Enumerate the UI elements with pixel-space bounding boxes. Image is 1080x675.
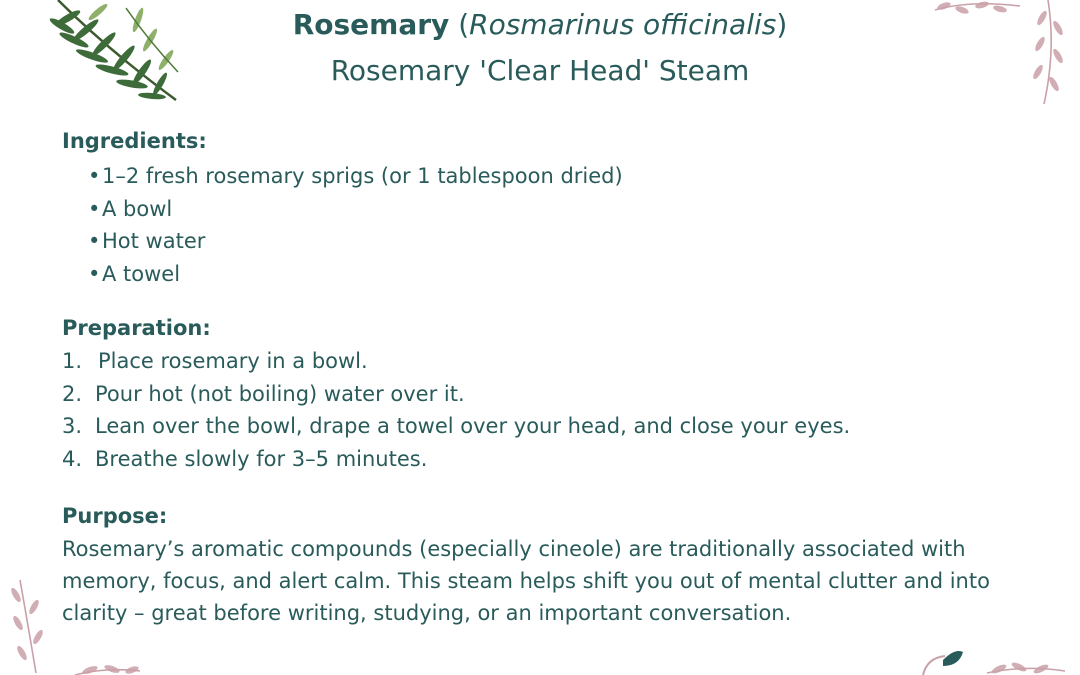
bullet: •	[88, 196, 101, 221]
recipe-subtitle: Rosemary 'Clear Head' Steam	[330, 54, 750, 87]
bullet: •	[88, 229, 101, 253]
purpose-heading: Purpose:	[62, 504, 168, 528]
title-common-name: Rosemary	[292, 8, 450, 41]
step-text: Breathe slowly for 3–5 minutes.	[95, 446, 428, 471]
purpose-text: Rosemary’s aromatic compounds (especially cineole) are traditionally associated with memory, focus, and alert calm. This steam helps shift you out of mental clutter and into clarity – great before writing, studying, or an important conversation.	[62, 537, 990, 625]
step-number: 2.	[62, 381, 83, 406]
title-paren-open: (	[458, 8, 470, 41]
floral-branch-icon	[985, 655, 1080, 675]
list-item	[88, 225, 623, 258]
leaf-logo-icon	[915, 648, 975, 675]
list-item	[62, 345, 850, 378]
preparation-steps	[62, 345, 850, 475]
ingredient-text: Hot water	[102, 229, 206, 253]
list-item	[88, 160, 623, 193]
step-number: 4.	[62, 446, 83, 471]
ingredients-list	[88, 160, 623, 290]
list-item	[88, 258, 623, 291]
list-item	[88, 193, 623, 226]
step-number: 3.	[62, 414, 83, 438]
step-text: Pour hot (not boiling) water over it.	[95, 381, 465, 406]
title-paren-close: )	[776, 8, 788, 41]
ingredient-text: A towel	[102, 261, 181, 286]
preparation-heading: Preparation:	[62, 316, 211, 340]
bullet: •	[88, 261, 101, 286]
title-latin-name: Rosmarinus officinalis	[469, 8, 777, 41]
ingredient-text: A bowl	[102, 196, 173, 221]
list-item	[62, 410, 850, 443]
step-text: Lean over the bowl, drape a towel over your head, and close your eyes.	[95, 414, 851, 438]
bullet: •	[88, 164, 101, 188]
page-title	[0, 8, 1080, 42]
step-text: Place rosemary in a bowl.	[98, 349, 368, 373]
list-item	[62, 443, 850, 476]
step-number: 1.	[62, 349, 83, 373]
list-item	[62, 378, 850, 411]
ingredient-text: 1–2 fresh rosemary sprigs (or 1 tablespoon dried)	[102, 164, 623, 188]
ingredients-heading: Ingredients:	[62, 129, 207, 153]
